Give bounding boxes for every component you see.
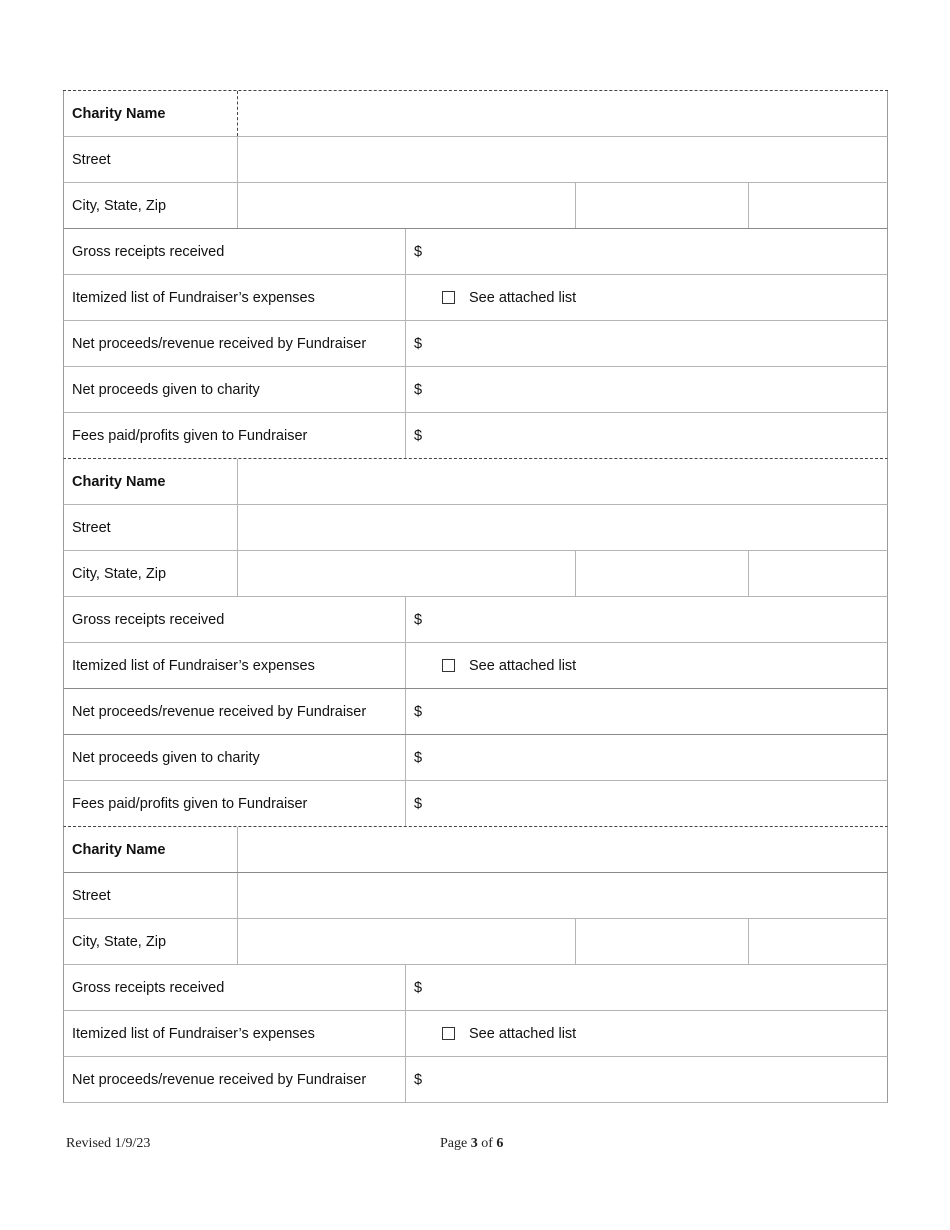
see-attached-checkbox[interactable] (442, 291, 455, 304)
gross-receipts-row (63, 597, 888, 643)
charity-name-field[interactable] (238, 827, 887, 872)
itemized-list-row (63, 1011, 888, 1057)
fees-paid-row (63, 781, 888, 827)
zip-field[interactable] (749, 919, 887, 964)
see-attached-checkbox[interactable] (442, 659, 455, 672)
gross-receipts-row (63, 229, 888, 275)
street-label: Street (64, 137, 238, 182)
revised-date: Revised 1/9/23 (66, 1136, 151, 1151)
street-field[interactable] (238, 505, 887, 550)
currency-symbol: $ (414, 243, 423, 260)
itemized-list-label: Itemized list of Fundraiser’s expenses (64, 643, 406, 688)
net-proceeds-revenue-field[interactable] (406, 689, 887, 734)
page-indicator (440, 1136, 503, 1152)
city-state-zip-label: City, State, Zip (64, 551, 238, 596)
charity-name-row (63, 459, 888, 505)
gross-receipts-label: Gross receipts received (64, 597, 406, 642)
city-field[interactable] (238, 919, 576, 964)
see-attached-checkbox[interactable] (442, 1027, 455, 1040)
currency-symbol: $ (414, 1071, 423, 1088)
street-row (63, 873, 888, 919)
street-row (63, 137, 888, 183)
charity-name-field[interactable] (238, 459, 887, 504)
charity-name-label: Charity Name (64, 459, 238, 504)
zip-field[interactable] (749, 183, 887, 228)
see-attached-option (406, 1011, 887, 1056)
net-to-charity-field[interactable] (406, 735, 887, 780)
street-field[interactable] (238, 137, 887, 182)
gross-receipts-field[interactable] (406, 597, 887, 642)
currency-symbol: $ (414, 611, 423, 628)
currency-symbol: $ (414, 427, 423, 444)
street-label: Street (64, 873, 238, 918)
net-proceeds-revenue-row (63, 1057, 888, 1103)
currency-symbol: $ (414, 703, 423, 720)
gross-receipts-label: Gross receipts received (64, 965, 406, 1010)
net-proceeds-revenue-label: Net proceeds/revenue received by Fundraiser (64, 321, 406, 366)
see-attached-label: See attached list (469, 289, 577, 306)
page-number: 3 (470, 1136, 478, 1151)
state-field[interactable] (576, 551, 749, 596)
state-field[interactable] (576, 919, 749, 964)
fees-paid-label: Fees paid/profits given to Fundraiser (64, 413, 406, 458)
fees-paid-label: Fees paid/profits given to Fundraiser (64, 781, 406, 826)
currency-symbol: $ (414, 979, 423, 996)
gross-receipts-field[interactable] (406, 965, 887, 1010)
itemized-list-label: Itemized list of Fundraiser’s expenses (64, 1011, 406, 1056)
fees-paid-field[interactable] (406, 413, 887, 458)
see-attached-option (406, 275, 887, 320)
net-to-charity-row (63, 367, 888, 413)
itemized-list-label: Itemized list of Fundraiser’s expenses (64, 275, 406, 320)
state-field[interactable] (576, 183, 749, 228)
currency-symbol: $ (414, 795, 423, 812)
gross-receipts-row (63, 965, 888, 1011)
gross-receipts-field[interactable] (406, 229, 887, 274)
street-label: Street (64, 505, 238, 550)
itemized-list-row (63, 643, 888, 689)
itemized-list-row (63, 275, 888, 321)
charity-name-field[interactable] (238, 91, 887, 136)
net-proceeds-revenue-row (63, 689, 888, 735)
charity-name-label: Charity Name (64, 91, 238, 136)
city-state-zip-row (63, 551, 888, 597)
net-to-charity-label: Net proceeds given to charity (64, 735, 406, 780)
gross-receipts-label: Gross receipts received (64, 229, 406, 274)
fees-paid-field[interactable] (406, 781, 887, 826)
net-to-charity-row (63, 735, 888, 781)
net-proceeds-revenue-row (63, 321, 888, 367)
zip-field[interactable] (749, 551, 887, 596)
charity-name-row (63, 827, 888, 873)
fundraiser-charity-form (63, 90, 888, 1103)
net-to-charity-field[interactable] (406, 367, 887, 412)
city-state-zip-label: City, State, Zip (64, 919, 238, 964)
page-total: 6 (496, 1136, 504, 1151)
net-proceeds-revenue-label: Net proceeds/revenue received by Fundraiser (64, 1057, 406, 1102)
net-to-charity-label: Net proceeds given to charity (64, 367, 406, 412)
fees-paid-row (63, 413, 888, 459)
city-field[interactable] (238, 183, 576, 228)
page-prefix: Page (440, 1136, 471, 1151)
see-attached-label: See attached list (469, 657, 577, 674)
street-row (63, 505, 888, 551)
net-proceeds-revenue-field[interactable] (406, 321, 887, 366)
city-state-zip-row (63, 919, 888, 965)
charity-name-label: Charity Name (64, 827, 238, 872)
street-field[interactable] (238, 873, 887, 918)
net-proceeds-revenue-label: Net proceeds/revenue received by Fundraiser (64, 689, 406, 734)
city-state-zip-label: City, State, Zip (64, 183, 238, 228)
see-attached-option (406, 643, 887, 688)
currency-symbol: $ (414, 749, 423, 766)
currency-symbol: $ (414, 381, 423, 398)
page-of: of (477, 1136, 497, 1151)
net-proceeds-revenue-field[interactable] (406, 1057, 887, 1102)
currency-symbol: $ (414, 335, 423, 352)
city-field[interactable] (238, 551, 576, 596)
see-attached-label: See attached list (469, 1025, 577, 1042)
city-state-zip-row (63, 183, 888, 229)
charity-name-row (63, 91, 888, 137)
